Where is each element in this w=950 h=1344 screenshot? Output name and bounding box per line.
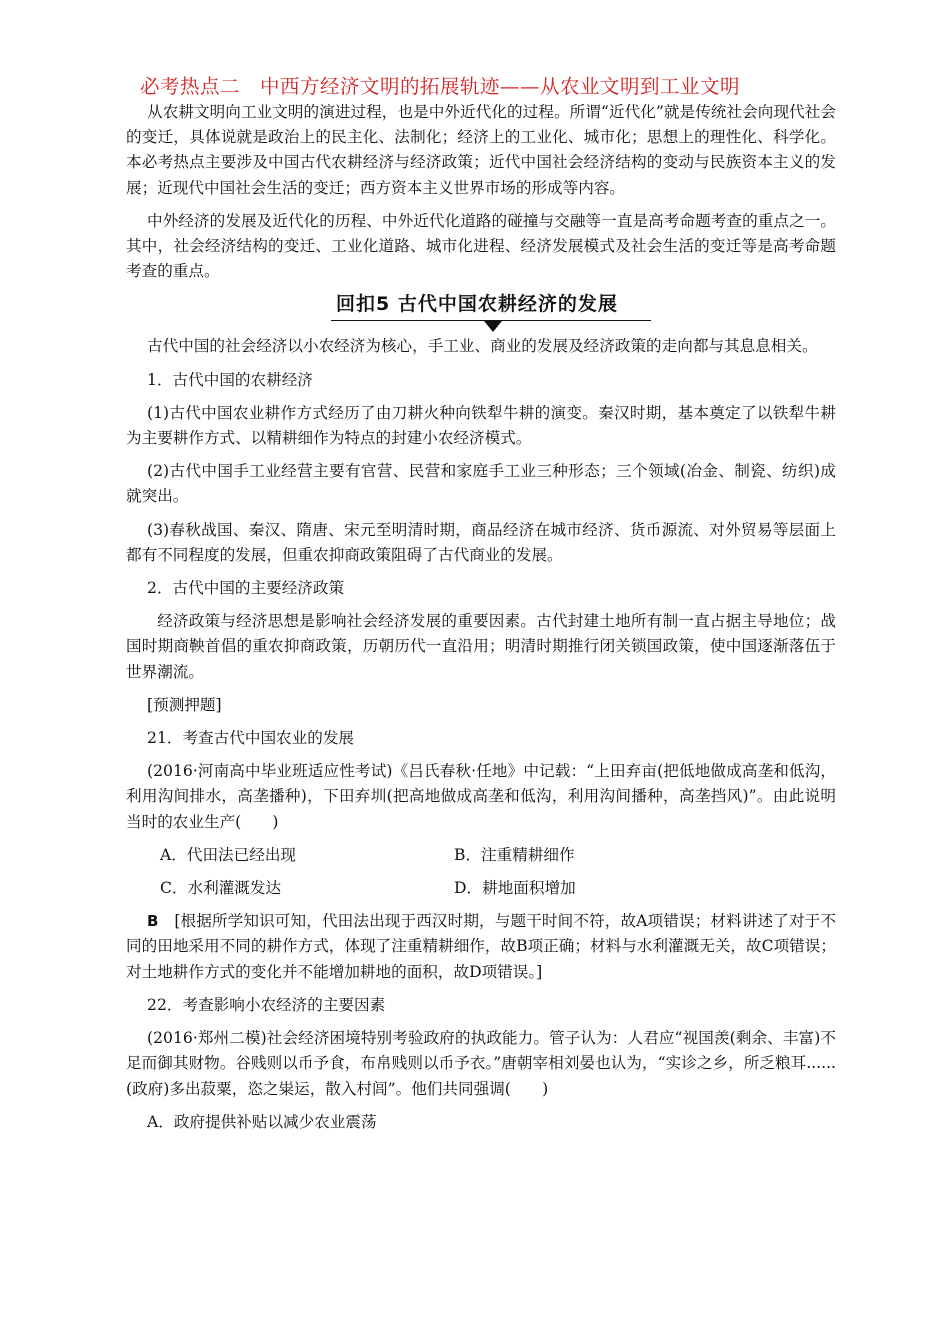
question-22-stem: (2016·郑州二模)社会经济困境特别考验政府的执政能力。管子认为：人君应“视国羡(剩余、丰富)不足而御其财物。谷贱则以币予食，布帛贱则以币予衣。”唐朝宰相刘晏也认为，“实诊之乡，所乏粮耳......(政府)多出菽粟，恣之粜运，散入村闾”。他们共同强调( ) [126, 1029, 836, 1098]
question-22-option-a: A．政府提供补贴以减少农业震荡 [147, 1112, 377, 1131]
option-a: A．代田法已经出现 [160, 845, 297, 864]
intro-paragraph-2: 中外经济的发展及近代化的历程、中外近代化道路的碰撞与交融等一直是高考命题考查的重点之一。其中，社会经济结构的变迁、工业化道路、城市化进程、经济发展模式及社会生活的变迁等是高考命题考查的重点。 [126, 211, 836, 281]
section-heading: 回扣5 古代中国农耕经济的发展 [336, 293, 618, 316]
intro-paragraph-1: 从农耕文明向工业文明的演进过程，也是中外近代化的过程。所谓“近代化”就是传统社会向现代社会的变迁，具体说就是政治上的民主化、法制化；经济上的工业化、城市化；思想上的理性化、科学化。本必考热点主要涉及中国古代农耕经济与经济政策；近代中国社会经济结构的变动与民族资本主义的发展；近现代中国社会生活的变迁；西方资本主义世界市场的形成等内容。 [126, 103, 836, 197]
point-2: (2)古代中国手工业经营主要有官营、民营和家庭手工业三种形态；三个领域(冶金、制瓷、纺织)成就突出。 [126, 462, 836, 506]
section-heading-block [126, 288, 836, 334]
question-21-stem: (2016·河南高中毕业班适应性考试)《吕氏春秋·任地》中记载：“上田弃亩(把低地做成高垄和低沟，利用沟间排水，高垄播种)，下田弃圳(把高地做成高垄和低沟，利用沟间播种，高垄挡风)”。由此说明当时的农业生产( ) [126, 762, 836, 831]
point-3: (3)春秋战国、秦汉、隋唐、宋元至明清时期，商品经济在城市经济、货币源流、对外贸易等层面上都有不同程度的发展，但重农抑商政策阻碍了古代商业的发展。 [126, 520, 836, 564]
question-21-answer [126, 909, 836, 985]
question-21-options-row-1 [126, 843, 836, 868]
option-b: B．注重精耕细作 [454, 845, 575, 864]
question-22-title: 22．考查影响小农经济的主要因素 [147, 995, 386, 1014]
point-4: 经济政策与经济思想是影响社会经济发展的重要因素。古代封建土地所有制一直占据主导地位；战国时期商鞅首倡的重农抑商政策，历朝历代一直沿用；明清时期推行闭关锁国政策，使中国逐渐落伍于世界潮流。 [126, 612, 836, 681]
document-body [126, 100, 836, 1135]
document-title: 必考热点二 中西方经济文明的拓展轨迹——从农业文明到工业文明 [140, 75, 741, 98]
subheading-1: 1．古代中国的农耕经济 [147, 370, 313, 389]
question-21-options-row-2 [126, 876, 836, 901]
subheading-2: 2．古代中国的主要经济政策 [147, 579, 345, 598]
answer-letter: B [147, 912, 159, 931]
triangle-down-icon [484, 321, 502, 332]
option-c: C．水利灌溉发达 [160, 879, 282, 898]
option-d: D．耕地面积增加 [454, 879, 576, 898]
section-intro: 古代中国的社会经济以小农经济为核心，手工业、商业的发展及经济政策的走向都与其息息相关。 [147, 337, 818, 356]
answer-explanation: [根据所学知识可知，代田法出现于西汉时期，与题干时间不符，故A项错误；材料讲述了对于不同的田地采用不同的耕作方式，体现了注重精耕细作，故B项正确；材料与水利灌溉无关，故C项错误；对土地耕作方式的变化并不能增加耕地的面积，故D项错误。] [126, 912, 836, 981]
predict-label: [预测押题] [147, 695, 222, 714]
point-1: (1)古代中国农业耕作方式经历了由刀耕火种向铁犁牛耕的演变。秦汉时期，基本奠定了以铁犁牛耕为主要耕作方式、以精耕细作为特点的封建小农经济模式。 [126, 403, 836, 448]
question-21-title: 21．考查古代中国农业的发展 [147, 729, 355, 748]
